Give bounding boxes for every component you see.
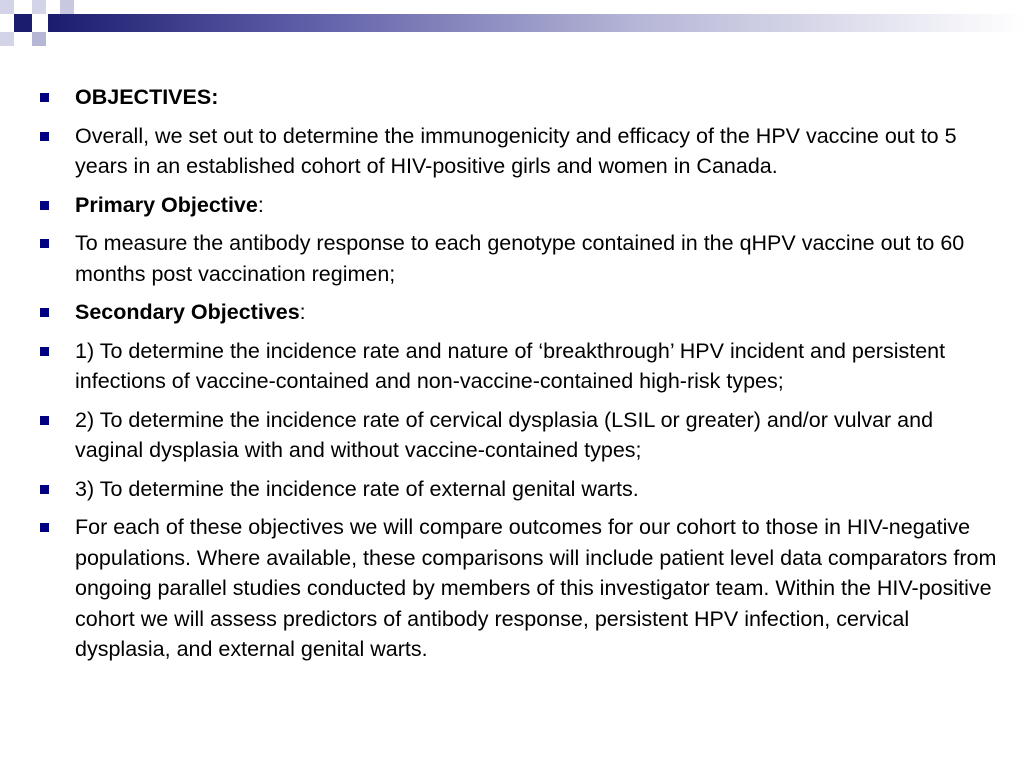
bullet-plain: 2) To determine the incidence rate of cervical dysplasia (LSIL or greater) and/or vulvar and vaginal dysplasia with and without vaccine-contained types; <box>75 407 934 462</box>
decor-square-navy <box>14 14 32 32</box>
bullet-plain: 3) To determine the incidence rate of external genital warts. <box>75 476 639 501</box>
bullet-item <box>40 474 1000 505</box>
square-bullet-icon <box>40 239 49 248</box>
bullet-item <box>40 336 1000 397</box>
bullet-item <box>40 190 1000 221</box>
bullet-item <box>40 82 1000 113</box>
bullet-text <box>75 405 1000 466</box>
decor-square-light <box>32 0 46 14</box>
bullet-plain: Overall, we set out to determine the immunogenicity and efficacy of the HPV vaccine out to 5 years in an established cohort of HIV-positive girls and women in Canada. <box>75 123 957 178</box>
bullet-text <box>75 82 1000 113</box>
header-gradient-bar <box>48 14 1024 32</box>
square-bullet-icon <box>40 485 49 494</box>
decor-square-light <box>0 32 14 46</box>
bullet-text <box>75 228 1000 289</box>
bullet-bold: OBJECTIVES: <box>75 85 219 109</box>
bullet-item <box>40 228 1000 289</box>
bullet-plain: For each of these objectives we will compare outcomes for our cohort to those in HIV-negative populations. Where available, these comparisons will include patient level data comparators from ongoing parallel studies conducted by members of this investigator team. Within the HIV-positive cohort we will assess predictors of antibody response, persistent HPV infection, cervical dysplasia, and external genital warts. <box>75 515 997 661</box>
square-bullet-icon <box>40 523 49 532</box>
bullet-plain: : <box>257 192 264 217</box>
square-bullet-icon <box>40 93 49 102</box>
square-bullet-icon <box>40 201 49 210</box>
bullet-text <box>75 336 1000 397</box>
square-bullet-icon <box>40 416 49 425</box>
bullet-text <box>75 121 1000 182</box>
bullet-item <box>40 121 1000 182</box>
bullet-plain: : <box>299 300 306 324</box>
decor-square-light <box>32 32 46 46</box>
square-bullet-icon <box>40 132 49 141</box>
bullet-bold: Secondary Objectives <box>75 300 300 324</box>
bullet-item <box>40 512 1000 665</box>
bullet-plain: To measure the antibody response to each genotype contained in the qHPV vaccine out to 60 months post vaccination regimen; <box>75 231 965 286</box>
bullet-plain: 1) To determine the incidence rate and nature of ‘breakthrough’ HPV incident and persistent infections of vaccine-contained and non-vaccine-contained high-risk types; <box>75 338 946 393</box>
slide-content <box>40 82 1000 673</box>
bullet-text <box>75 512 1000 665</box>
decor-square-mid <box>60 0 74 14</box>
bullet-item <box>40 297 1000 328</box>
square-bullet-icon <box>40 347 49 356</box>
decor-square-light <box>0 0 14 14</box>
bullet-text <box>75 297 1000 328</box>
bullet-text <box>75 474 1000 505</box>
bullet-item <box>40 405 1000 466</box>
bullet-bold: Primary Objective <box>75 192 258 217</box>
bullet-text <box>75 190 1000 221</box>
square-bullet-icon <box>40 308 49 317</box>
